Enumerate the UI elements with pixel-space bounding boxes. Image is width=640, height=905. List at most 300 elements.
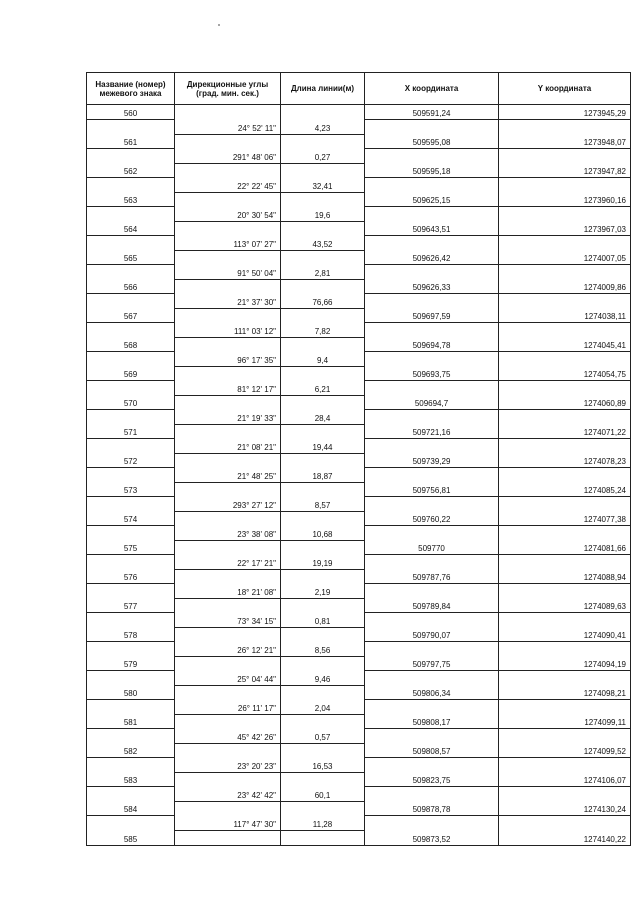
x-coordinate (365, 613, 499, 628)
direction-angle: 26° 12' 21" (175, 642, 281, 657)
marker-number (87, 207, 175, 222)
y-coordinate (499, 729, 631, 744)
marker-row (87, 395, 631, 410)
segment-row (87, 729, 631, 744)
direction-angle (175, 511, 281, 526)
marker-number: 584 (87, 801, 175, 816)
direction-angle (175, 366, 281, 381)
y-coordinate: 1274099,52 (499, 743, 631, 758)
x-coordinate: 509595,08 (365, 134, 499, 149)
marker-number (87, 178, 175, 193)
x-coordinate: 509823,75 (365, 772, 499, 787)
line-length (281, 453, 365, 468)
line-length: 28,4 (281, 410, 365, 425)
marker-number: 574 (87, 511, 175, 526)
line-length: 0,57 (281, 729, 365, 744)
x-coordinate: 509878,78 (365, 801, 499, 816)
y-coordinate (499, 381, 631, 396)
line-length: 0,27 (281, 149, 365, 164)
x-coordinate (365, 265, 499, 280)
x-coordinate (365, 178, 499, 193)
marker-number: 563 (87, 192, 175, 207)
segment-row (87, 323, 631, 338)
line-length: 9,4 (281, 352, 365, 367)
x-coordinate (365, 381, 499, 396)
table-header (87, 73, 631, 105)
segment-row (87, 178, 631, 193)
line-length (281, 134, 365, 149)
marker-number: 582 (87, 743, 175, 758)
y-coordinate: 1274089,63 (499, 598, 631, 613)
marker-number (87, 120, 175, 135)
y-coordinate (499, 497, 631, 512)
line-length (281, 540, 365, 555)
y-coordinate (499, 584, 631, 599)
direction-angle: 293° 27' 12" (175, 497, 281, 512)
y-coordinate: 1274130,24 (499, 801, 631, 816)
line-length (281, 685, 365, 700)
segment-row (87, 758, 631, 773)
y-coordinate (499, 468, 631, 483)
scan-speck (218, 24, 220, 26)
line-length: 9,46 (281, 671, 365, 686)
marker-number: 561 (87, 134, 175, 149)
marker-row (87, 105, 631, 120)
direction-angle: 21° 37' 30" (175, 294, 281, 309)
segment-row (87, 584, 631, 599)
line-length (281, 830, 365, 845)
x-coordinate: 509739,29 (365, 453, 499, 468)
x-coordinate (365, 584, 499, 599)
line-length (281, 279, 365, 294)
direction-angle (175, 772, 281, 787)
marker-number (87, 468, 175, 483)
line-length: 4,23 (281, 120, 365, 135)
marker-row (87, 801, 631, 816)
y-coordinate (499, 207, 631, 222)
direction-angle: 21° 48' 25" (175, 468, 281, 483)
direction-angle (175, 801, 281, 816)
x-coordinate: 509693,75 (365, 366, 499, 381)
direction-angle: 73° 34' 15" (175, 613, 281, 628)
x-coordinate: 509787,76 (365, 569, 499, 584)
line-length: 19,19 (281, 555, 365, 570)
line-length (281, 772, 365, 787)
y-coordinate: 1274098,21 (499, 685, 631, 700)
direction-angle: 20° 30' 54" (175, 207, 281, 222)
direction-angle: 117° 47' 30" (175, 816, 281, 831)
y-coordinate: 1274007,05 (499, 250, 631, 265)
y-coordinate: 1273967,03 (499, 221, 631, 236)
marker-row (87, 163, 631, 178)
marker-row (87, 279, 631, 294)
direction-angle (175, 627, 281, 642)
segment-row (87, 671, 631, 686)
segment-row (87, 468, 631, 483)
direction-angle: 96° 17' 35" (175, 352, 281, 367)
direction-angle (175, 656, 281, 671)
direction-angle: 291° 48' 06" (175, 149, 281, 164)
x-coordinate: 509721,16 (365, 424, 499, 439)
segment-row (87, 381, 631, 396)
marker-row (87, 830, 631, 845)
marker-number: 576 (87, 569, 175, 584)
y-coordinate (499, 120, 631, 135)
marker-number (87, 323, 175, 338)
direction-angle: 23° 20' 23" (175, 758, 281, 773)
marker-row (87, 308, 631, 323)
line-length (281, 192, 365, 207)
y-coordinate (499, 671, 631, 686)
marker-number: 562 (87, 163, 175, 178)
segment-row (87, 149, 631, 164)
marker-number: 560 (87, 105, 175, 120)
direction-angle: 21° 19' 33" (175, 410, 281, 425)
marker-number (87, 352, 175, 367)
marker-row (87, 772, 631, 787)
direction-angle (175, 743, 281, 758)
marker-number (87, 497, 175, 512)
segment-row (87, 787, 631, 802)
line-length (281, 337, 365, 352)
line-length: 11,28 (281, 816, 365, 831)
direction-angle: 25° 04' 44" (175, 671, 281, 686)
x-coordinate (365, 555, 499, 570)
direction-angle: 24° 52' 11" (175, 120, 281, 135)
line-length: 2,04 (281, 700, 365, 715)
marker-number (87, 526, 175, 541)
line-length: 2,81 (281, 265, 365, 280)
line-length: 18,87 (281, 468, 365, 483)
marker-row (87, 134, 631, 149)
direction-angle: 23° 42' 42" (175, 787, 281, 802)
marker-row (87, 714, 631, 729)
y-coordinate (499, 787, 631, 802)
direction-angle (175, 598, 281, 613)
segment-row (87, 526, 631, 541)
line-length: 32,41 (281, 178, 365, 193)
segment-row (87, 207, 631, 222)
direction-angle: 22° 22' 45" (175, 178, 281, 193)
line-length (281, 482, 365, 497)
marker-number: 581 (87, 714, 175, 729)
marker-number: 572 (87, 453, 175, 468)
direction-angle (175, 105, 281, 120)
marker-row (87, 366, 631, 381)
y-coordinate: 1274045,41 (499, 337, 631, 352)
marker-number: 577 (87, 598, 175, 613)
y-coordinate: 1273948,07 (499, 134, 631, 149)
table-body (87, 105, 631, 846)
direction-angle (175, 453, 281, 468)
y-coordinate: 1274081,66 (499, 540, 631, 555)
y-coordinate: 1274071,22 (499, 424, 631, 439)
marker-number (87, 439, 175, 454)
line-length (281, 801, 365, 816)
line-length (281, 714, 365, 729)
line-length (281, 221, 365, 236)
x-coordinate (365, 816, 499, 831)
x-coordinate: 509694,78 (365, 337, 499, 352)
header-marker-name: Название (номер) межевого знака (87, 73, 175, 105)
direction-angle: 22° 17' 21" (175, 555, 281, 570)
marker-number: 573 (87, 482, 175, 497)
marker-row (87, 511, 631, 526)
line-length: 19,44 (281, 439, 365, 454)
marker-row (87, 482, 631, 497)
direction-angle (175, 192, 281, 207)
line-length (281, 743, 365, 758)
x-coordinate: 509790,07 (365, 627, 499, 642)
line-length (281, 598, 365, 613)
x-coordinate (365, 526, 499, 541)
y-coordinate (499, 265, 631, 280)
x-coordinate (365, 671, 499, 686)
direction-angle (175, 482, 281, 497)
x-coordinate (365, 439, 499, 454)
direction-angle (175, 221, 281, 236)
y-coordinate: 1274106,07 (499, 772, 631, 787)
segment-row (87, 265, 631, 280)
x-coordinate (365, 149, 499, 164)
line-length (281, 395, 365, 410)
x-coordinate: 509756,81 (365, 482, 499, 497)
marker-row (87, 569, 631, 584)
marker-number: 568 (87, 337, 175, 352)
line-length (281, 366, 365, 381)
y-coordinate (499, 410, 631, 425)
direction-angle: 45° 42' 26" (175, 729, 281, 744)
header-x-coordinate: X координата (365, 73, 499, 105)
segment-row (87, 439, 631, 454)
marker-row (87, 743, 631, 758)
direction-angle: 26° 11' 17" (175, 700, 281, 715)
marker-number (87, 758, 175, 773)
direction-angle (175, 569, 281, 584)
marker-number: 575 (87, 540, 175, 555)
line-length: 43,52 (281, 236, 365, 251)
marker-row (87, 627, 631, 642)
marker-number (87, 613, 175, 628)
y-coordinate (499, 758, 631, 773)
line-length: 76,66 (281, 294, 365, 309)
marker-number: 570 (87, 395, 175, 410)
line-length (281, 105, 365, 120)
direction-angle: 21° 08' 21" (175, 439, 281, 454)
marker-number: 579 (87, 656, 175, 671)
line-length: 16,53 (281, 758, 365, 773)
y-coordinate: 1274088,94 (499, 569, 631, 584)
segment-row (87, 816, 631, 831)
marker-number (87, 671, 175, 686)
y-coordinate (499, 700, 631, 715)
x-coordinate (365, 729, 499, 744)
marker-number (87, 236, 175, 251)
header-direction-angle: Дирекционные углы (град. мин. сек.) (175, 73, 281, 105)
marker-number (87, 787, 175, 802)
marker-number: 578 (87, 627, 175, 642)
line-length (281, 308, 365, 323)
line-length: 8,57 (281, 497, 365, 512)
y-coordinate (499, 294, 631, 309)
y-coordinate: 1274038,11 (499, 308, 631, 323)
marker-number: 564 (87, 221, 175, 236)
line-length: 7,82 (281, 323, 365, 338)
segment-row (87, 642, 631, 657)
direction-angle: 111° 03' 12" (175, 323, 281, 338)
marker-number (87, 381, 175, 396)
marker-number: 567 (87, 308, 175, 323)
marker-number (87, 700, 175, 715)
line-length (281, 511, 365, 526)
x-coordinate (365, 207, 499, 222)
x-coordinate: 509591,24 (365, 105, 499, 120)
x-coordinate: 509873,52 (365, 830, 499, 845)
y-coordinate: 1274060,89 (499, 395, 631, 410)
y-coordinate (499, 149, 631, 164)
boundary-coordinates-table (86, 72, 631, 846)
segment-row (87, 410, 631, 425)
line-length: 2,19 (281, 584, 365, 599)
marker-row (87, 685, 631, 700)
marker-number (87, 729, 175, 744)
marker-number: 565 (87, 250, 175, 265)
x-coordinate (365, 642, 499, 657)
direction-angle: 91° 50' 04" (175, 265, 281, 280)
segment-row (87, 352, 631, 367)
direction-angle: 23° 38' 08" (175, 526, 281, 541)
y-coordinate: 1274054,75 (499, 366, 631, 381)
line-length (281, 569, 365, 584)
direction-angle (175, 308, 281, 323)
y-coordinate (499, 323, 631, 338)
x-coordinate: 509625,15 (365, 192, 499, 207)
y-coordinate (499, 613, 631, 628)
direction-angle (175, 395, 281, 410)
x-coordinate (365, 323, 499, 338)
marker-row (87, 656, 631, 671)
marker-row (87, 540, 631, 555)
x-coordinate: 509797,75 (365, 656, 499, 671)
y-coordinate: 1274009,86 (499, 279, 631, 294)
marker-row (87, 337, 631, 352)
x-coordinate: 509806,34 (365, 685, 499, 700)
line-length (281, 424, 365, 439)
y-coordinate (499, 555, 631, 570)
y-coordinate: 1274090,41 (499, 627, 631, 642)
segment-row (87, 120, 631, 135)
line-length (281, 250, 365, 265)
segment-row (87, 555, 631, 570)
y-coordinate (499, 439, 631, 454)
marker-number (87, 816, 175, 831)
x-coordinate: 509808,17 (365, 714, 499, 729)
direction-angle (175, 279, 281, 294)
x-coordinate (365, 352, 499, 367)
x-coordinate (365, 294, 499, 309)
line-length (281, 163, 365, 178)
marker-number (87, 410, 175, 425)
direction-angle (175, 714, 281, 729)
marker-row (87, 221, 631, 236)
marker-number: 585 (87, 830, 175, 845)
marker-row (87, 453, 631, 468)
line-length: 60,1 (281, 787, 365, 802)
line-length (281, 656, 365, 671)
x-coordinate: 509808,57 (365, 743, 499, 758)
y-coordinate: 1274094,19 (499, 656, 631, 671)
x-coordinate: 509626,42 (365, 250, 499, 265)
line-length: 19,6 (281, 207, 365, 222)
y-coordinate: 1274085,24 (499, 482, 631, 497)
x-coordinate (365, 758, 499, 773)
line-length: 6,21 (281, 381, 365, 396)
direction-angle: 81° 12' 17" (175, 381, 281, 396)
y-coordinate (499, 526, 631, 541)
y-coordinate (499, 178, 631, 193)
line-length (281, 627, 365, 642)
direction-angle (175, 134, 281, 149)
marker-number: 580 (87, 685, 175, 700)
header-y-coordinate: Y координата (499, 73, 631, 105)
y-coordinate: 1274078,23 (499, 453, 631, 468)
direction-angle (175, 163, 281, 178)
direction-angle: 113° 07' 27" (175, 236, 281, 251)
marker-number (87, 555, 175, 570)
x-coordinate (365, 787, 499, 802)
y-coordinate: 1274140,22 (499, 830, 631, 845)
marker-number (87, 265, 175, 280)
marker-row (87, 250, 631, 265)
x-coordinate (365, 236, 499, 251)
x-coordinate (365, 700, 499, 715)
marker-number (87, 584, 175, 599)
marker-number: 569 (87, 366, 175, 381)
line-length: 10,68 (281, 526, 365, 541)
x-coordinate: 509770 (365, 540, 499, 555)
direction-angle (175, 685, 281, 700)
marker-number: 571 (87, 424, 175, 439)
direction-angle (175, 830, 281, 845)
header-line-length: Длина линии(м) (281, 73, 365, 105)
direction-angle (175, 540, 281, 555)
y-coordinate: 1274099,11 (499, 714, 631, 729)
marker-number (87, 294, 175, 309)
x-coordinate: 509595,18 (365, 163, 499, 178)
direction-angle (175, 250, 281, 265)
marker-row (87, 192, 631, 207)
marker-number: 583 (87, 772, 175, 787)
marker-number: 566 (87, 279, 175, 294)
direction-angle (175, 337, 281, 352)
x-coordinate: 509643,51 (365, 221, 499, 236)
segment-row (87, 294, 631, 309)
x-coordinate (365, 497, 499, 512)
direction-angle (175, 424, 281, 439)
x-coordinate (365, 410, 499, 425)
marker-number (87, 642, 175, 657)
x-coordinate (365, 120, 499, 135)
segment-row (87, 613, 631, 628)
marker-row (87, 424, 631, 439)
x-coordinate (365, 468, 499, 483)
x-coordinate: 509694,7 (365, 395, 499, 410)
y-coordinate: 1273960,16 (499, 192, 631, 207)
segment-row (87, 700, 631, 715)
segment-row (87, 236, 631, 251)
line-length: 0,81 (281, 613, 365, 628)
y-coordinate (499, 236, 631, 251)
